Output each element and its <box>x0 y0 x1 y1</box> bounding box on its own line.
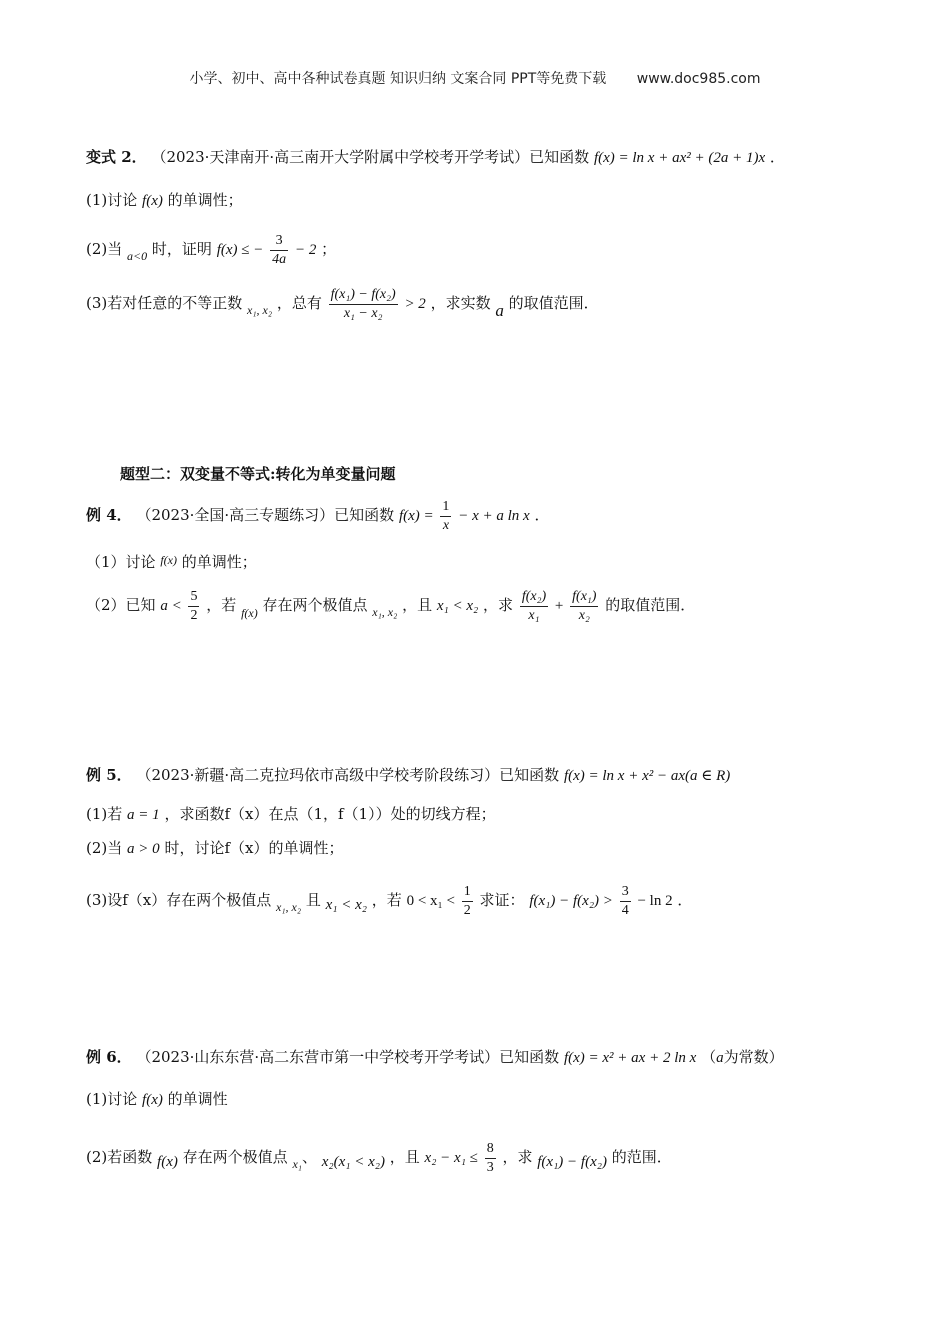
ex5-q3-order: x₁ < x₂ <box>325 897 367 913</box>
ex6-q2-x2: x₂(x₁ < x₂) <box>321 1154 385 1170</box>
example6-note-pre: （ <box>701 1048 717 1066</box>
ex5-q3-cond-den: 2 <box>463 902 471 918</box>
ex4-q2-cond-fraction <box>188 588 199 624</box>
example4-q2 <box>86 588 695 624</box>
example4-fraction <box>440 498 451 534</box>
q3-var: a <box>495 301 504 320</box>
variant2-source: （2023·天津南开·高三南开大学附属中学校考开学考试）已知函数 <box>151 148 590 166</box>
ex4-q2-prefix: （2）已知 <box>86 596 156 614</box>
example6-label: 例 6． <box>86 1048 132 1066</box>
example4-label: 例 4． <box>86 506 132 524</box>
ex5-q3-expr-fraction <box>620 883 631 919</box>
ex5-q3-expr-right: − ln 2 <box>637 893 673 909</box>
section-title: 题型二：双变量不等式:转化为单变量问题 <box>120 465 396 483</box>
ex4-q1-prefix: （1）讨论 <box>86 553 156 571</box>
ex6-q2-sep: 、 <box>301 1148 317 1166</box>
q1-func: f(x) <box>142 193 163 209</box>
ex4-q2-cond-den: 2 <box>190 607 198 623</box>
header-text: 小学、初中、高中各种试卷真题 知识归纳 文案合同 PPT等免费下载 <box>189 71 607 87</box>
q2-frac-num: 3 <box>270 232 288 251</box>
example6-q2 <box>86 1140 672 1176</box>
ex5-q2-suffix: 时，讨论f（x）的单调性； <box>164 839 344 857</box>
ex5-q3-expr-den: 4 <box>621 902 629 918</box>
ex6-q2-expr: f(x₁) − f(x₂) <box>537 1154 607 1170</box>
ex6-q1-suffix: 的单调性 <box>167 1090 228 1108</box>
variant2-q3 <box>86 286 599 322</box>
ex4-q2-term2 <box>570 588 598 624</box>
q3-middle: ，总有 <box>276 294 322 312</box>
ex6-q2-cond-num: 8 <box>485 1140 496 1159</box>
example4-frac-num: 1 <box>440 498 451 517</box>
example6-source: （2023·山东东营·高二东营市第一中学校考开学考试）已知函数 <box>136 1048 560 1066</box>
q2-expr-left: f(x) ≤ − <box>216 242 264 258</box>
q1-suffix: 的单调性； <box>167 191 243 209</box>
q3-frac-num: f(x₁) − f(x₂) <box>329 286 398 305</box>
q1-prefix: (1)讨论 <box>86 191 138 209</box>
ex6-q2-prefix: (2)若函数 <box>86 1148 153 1166</box>
ex5-q3-expr-left: f(x₁) − f(x₂) > <box>529 893 613 909</box>
ex5-q3-cond-left: 0 < x₁ < <box>406 893 455 909</box>
ex5-q1-suffix: ，求函数f（x）在点（1，f（1））处的切线方程； <box>164 805 496 823</box>
q2-middle: 时，证明 <box>151 240 212 258</box>
ex5-q3-suffix: ． <box>677 891 693 909</box>
ex6-q2-middle2: ，且 <box>389 1148 420 1166</box>
q2-prefix: (2)当 <box>86 240 123 258</box>
ex5-q3-cond-fraction <box>462 883 473 919</box>
variant2-stem <box>86 150 785 166</box>
ex5-q3-middle: 且 <box>305 891 321 909</box>
ex5-q3-middle3: 求证： <box>479 891 525 909</box>
ex4-q2-middle4: ，求 <box>483 596 514 614</box>
ex6-q2-suffix: 的范围． <box>611 1148 672 1166</box>
ex5-q1-cond: a = 1 <box>127 807 160 823</box>
ex6-q2-cond-fraction <box>485 1140 496 1176</box>
example4-q1 <box>86 555 257 570</box>
ex6-q2-func: f(x) <box>157 1154 178 1170</box>
ex5-q3-cond-num: 1 <box>462 883 473 902</box>
ex5-q2-prefix: (2)当 <box>86 839 123 857</box>
example5-source: （2023·新疆·高二克拉玛依市高级中学校考阶段练习）已知函数 <box>136 766 560 784</box>
ex4-q2-cond-left: a < <box>160 598 182 614</box>
ex4-q2-plus: + <box>554 598 564 614</box>
ex4-q2-middle2: 存在两个极值点 <box>262 596 368 614</box>
variant2-func: f(x) = ln x + ax² + (2a + 1)x <box>593 150 766 166</box>
ex4-q2-t1-den: x₁ <box>528 607 540 623</box>
example4-stem <box>86 498 549 534</box>
ex6-q1-func: f(x) <box>142 1092 163 1108</box>
ex6-q2-cond-den: 3 <box>486 1159 494 1175</box>
q3-inequality: > 2 <box>404 296 426 312</box>
example5-q2 <box>86 841 343 857</box>
example5-stem <box>86 768 730 784</box>
example5-label: 例 5． <box>86 766 132 784</box>
q2-frac-den: 4a <box>272 251 287 267</box>
example4-end: ． <box>534 506 550 524</box>
q2-suffix: ； <box>321 240 337 258</box>
q3-prefix: (3)若对任意的不等正数 <box>86 294 243 312</box>
q2-condition: a<0 <box>127 249 148 263</box>
ex4-q2-cond-num: 5 <box>188 588 199 607</box>
example4-frac-den: x <box>442 517 450 533</box>
ex4-q1-func: f(x) <box>160 553 177 567</box>
q2-fraction <box>270 232 288 268</box>
ex6-q2-cond-left: x₂ − x₁ ≤ <box>424 1150 478 1166</box>
example6-q1 <box>86 1092 228 1108</box>
example5-func: f(x) = ln x + x² − ax(a ∈ R) <box>563 768 731 784</box>
example4-source: （2023·全国·高三专题练习）已知函数 <box>136 506 395 524</box>
example6-note-var: a <box>716 1050 724 1066</box>
q3-suffix: 的取值范围． <box>508 294 599 312</box>
ex4-q2-middle3: ，且 <box>402 596 433 614</box>
variant2-q1 <box>86 193 243 209</box>
example5-q1 <box>86 807 496 823</box>
ex4-q2-suffix: 的取值范围． <box>605 596 696 614</box>
ex4-q2-t2-num: f(x₁) <box>570 588 598 607</box>
q3-vars: x₁, x₂ <box>247 303 273 317</box>
ex4-q2-t2-den: x₂ <box>578 607 590 623</box>
variant2-end: ． <box>769 148 785 166</box>
ex4-q2-order: x₁ < x₂ <box>436 598 479 614</box>
ex4-q2-func: f(x) <box>241 606 258 620</box>
example6-stem <box>86 1050 784 1066</box>
example6-func: f(x) = x² + ax + 2 ln x <box>563 1050 697 1066</box>
q2-expr-right: − 2 <box>294 242 317 258</box>
page-header <box>0 68 950 88</box>
ex4-q2-middle: ，若 <box>206 596 237 614</box>
ex4-q2-t1-num: f(x₂) <box>520 588 548 607</box>
ex6-q1-prefix: (1)讨论 <box>86 1090 138 1108</box>
q3-middle2: ，求实数 <box>430 294 491 312</box>
ex6-q2-middle: 存在两个极值点 <box>182 1148 288 1166</box>
header-site: www.doc985.com <box>636 71 761 87</box>
ex6-q2-x1: x₁ <box>292 1157 302 1171</box>
q3-frac-den: x₁ − x₂ <box>343 305 383 321</box>
ex5-q2-cond: a > 0 <box>127 841 160 857</box>
ex5-q3-expr-num: 3 <box>620 883 631 902</box>
ex5-q3-vars: x₁, x₂ <box>276 900 302 914</box>
example6-note-post: 为常数） <box>723 1048 784 1066</box>
ex4-q2-vars: x₁, x₂ <box>372 605 398 619</box>
ex5-q3-prefix: (3)设f（x）存在两个极值点 <box>86 891 272 909</box>
ex5-q3-middle2: ，若 <box>371 891 402 909</box>
example4-func-right: − x + a ln x <box>458 508 530 524</box>
example4-func-left: f(x) = <box>398 508 434 524</box>
variant2-q2 <box>86 232 336 268</box>
variant2-label: 变式 2． <box>86 148 147 166</box>
example5-q3 <box>86 883 692 919</box>
ex4-q2-term1 <box>520 588 548 624</box>
ex5-q1-prefix: (1)若 <box>86 805 123 823</box>
ex6-q2-middle3: ，求 <box>502 1148 533 1166</box>
q3-fraction <box>329 286 398 322</box>
ex4-q1-suffix: 的单调性； <box>181 553 257 571</box>
